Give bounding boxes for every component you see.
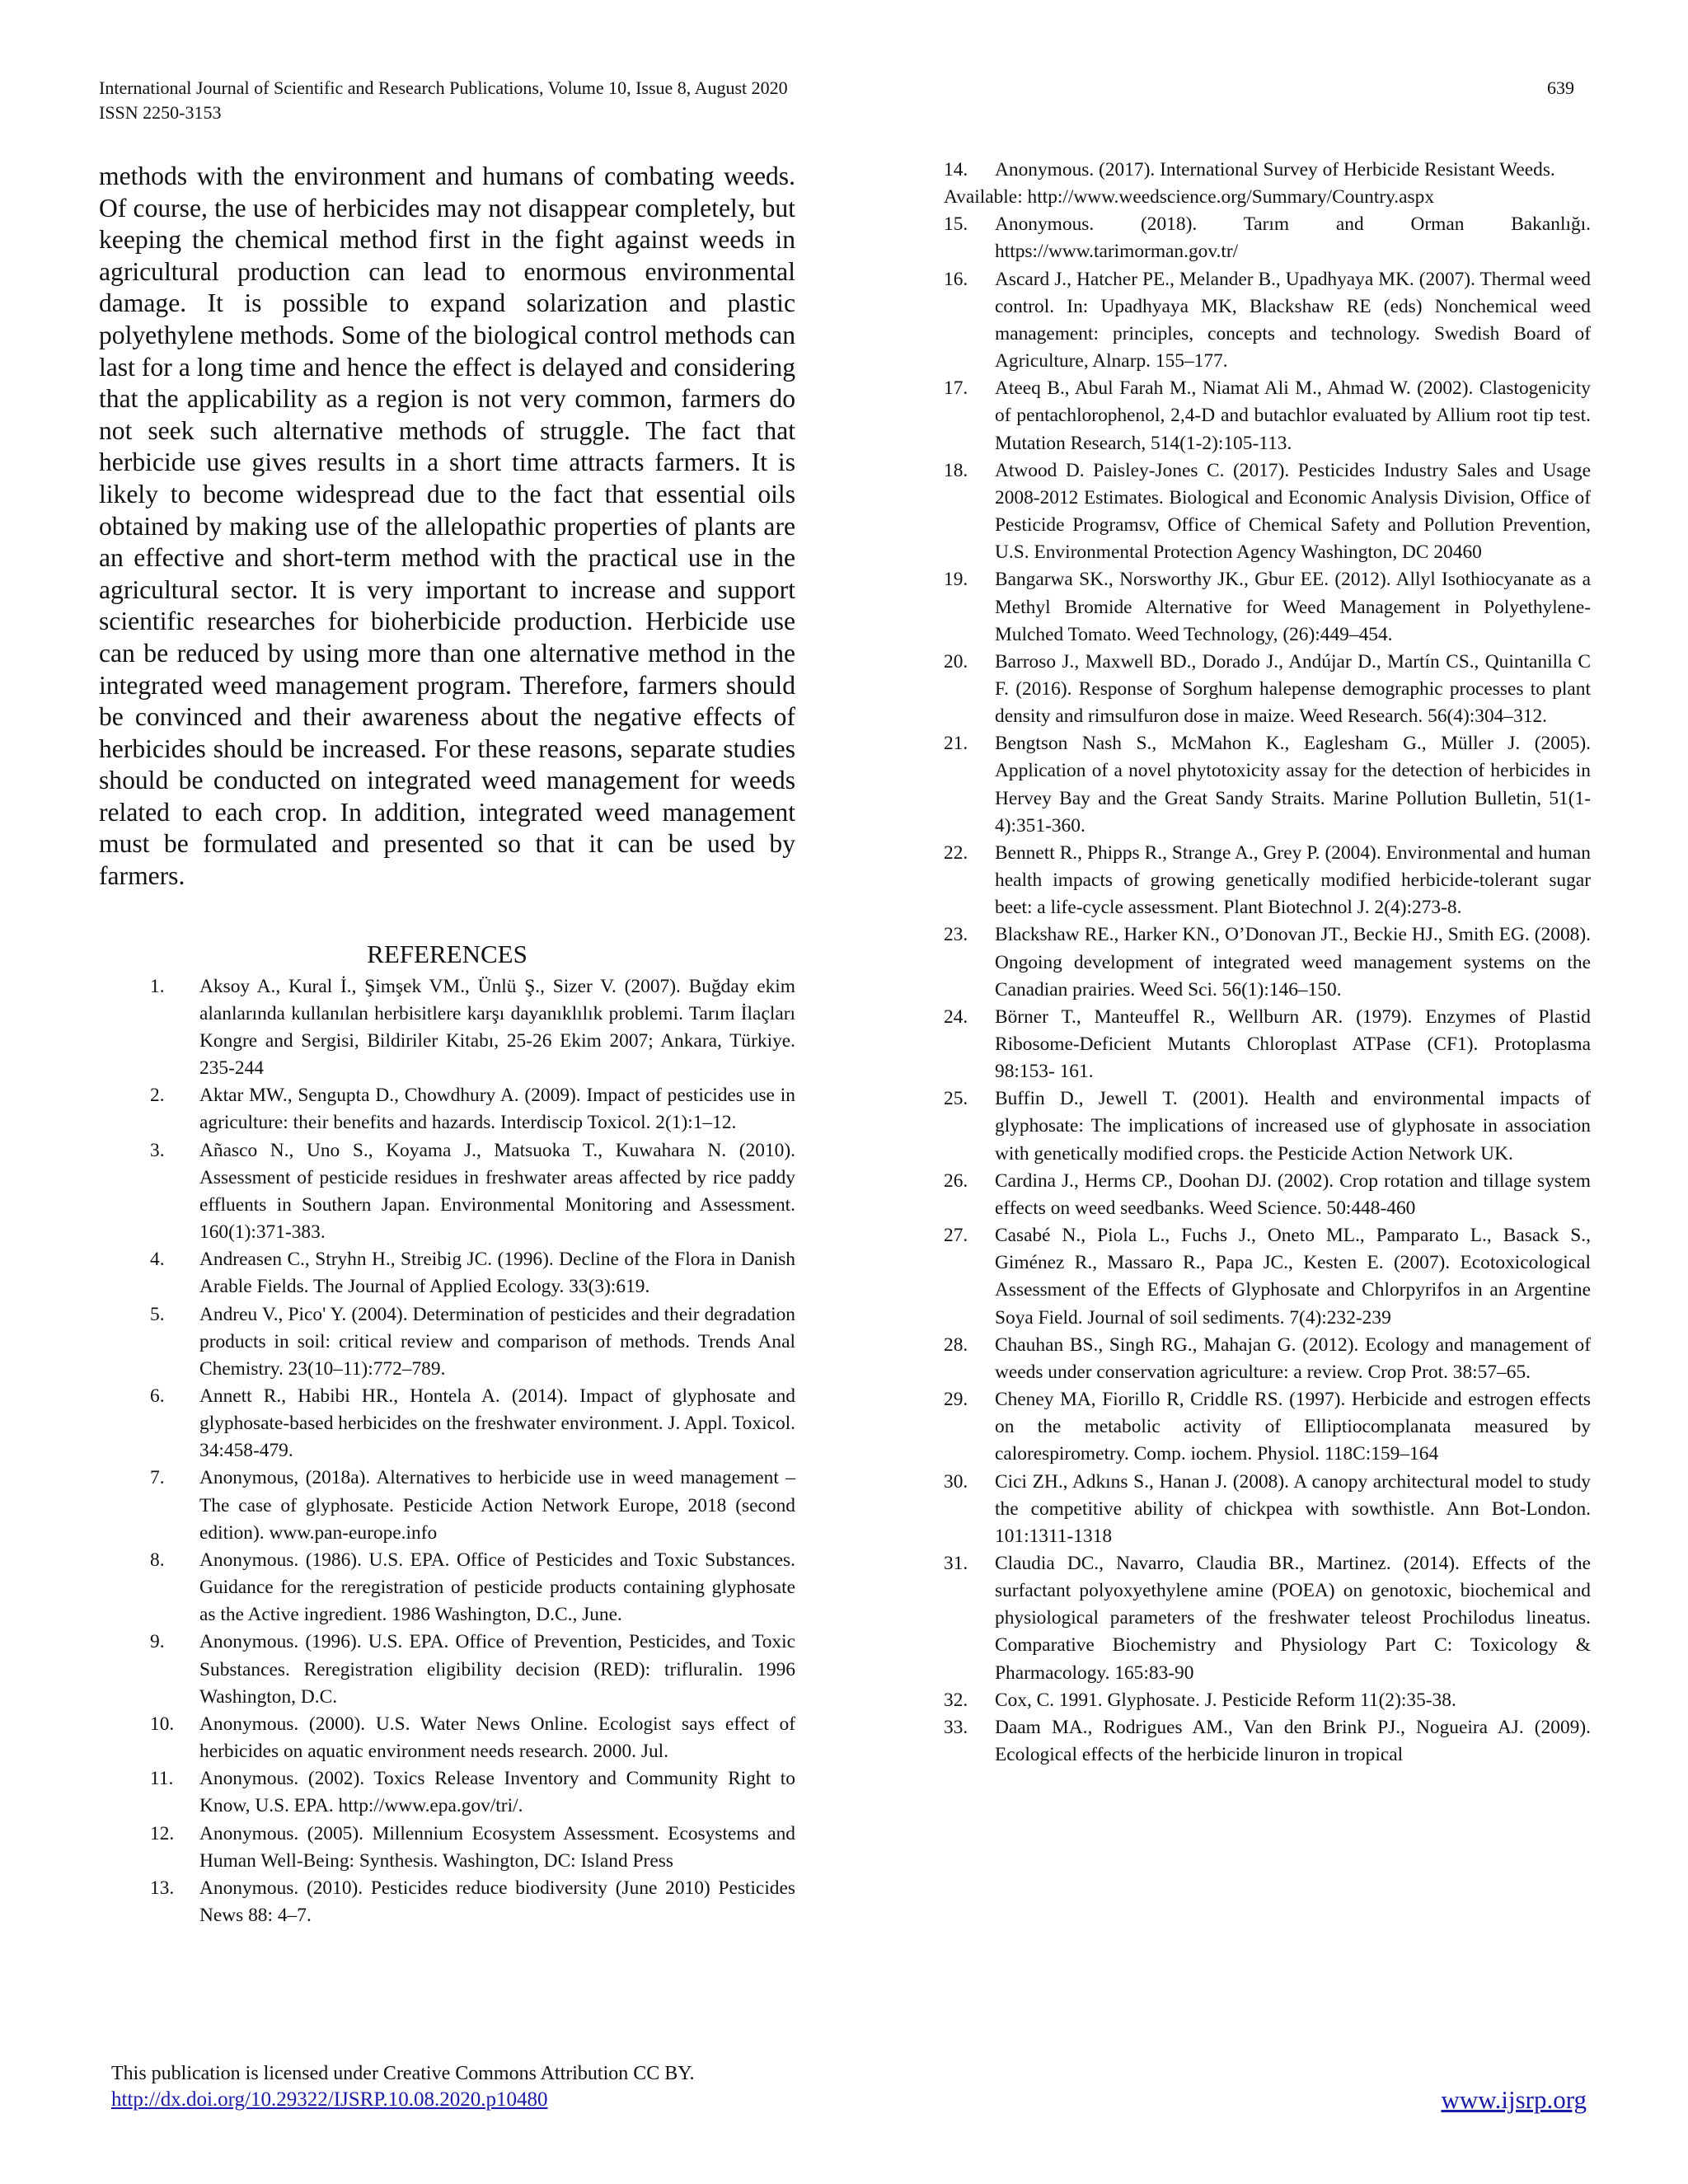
- reference-text: Barroso J., Maxwell BD., Dorado J., Andújar D., Martín CS., Quintanilla C F. (2016). Response of Sorghum halepense demographic processes to plant density and rimsulfuron dose in maize. Weed Research. 56(4):304–312.: [995, 650, 1591, 728]
- reference-text: Cheney MA, Fiorillo R, Criddle RS. (1997). Herbicide and estrogen effects on the metabolic activity of Elliptiocomplanata measured by calorespirometry. Comp. iochem. Physiol. 118C:159–164: [995, 1389, 1591, 1465]
- reference-item: [944, 211, 1591, 265]
- reference-number: 29.: [944, 1389, 968, 1411]
- reference-number: 12.: [150, 1822, 175, 1844]
- reference-item: [944, 1469, 1591, 1550]
- reference-item: [944, 1386, 1591, 1468]
- reference-number: 19.: [944, 569, 968, 591]
- reference-text: Blackshaw RE., Harker KN., O’Donovan JT., Beckie HJ., Smith EG. (2008). Ongoing development of integrated weed management systems on the Canadian prairies. Weed Sci. 56(1):146–150.: [995, 924, 1591, 1001]
- doi-link[interactable]: http://dx.doi.org/10.29322/IJSRP.10.08.2020.p10480: [111, 2088, 548, 2111]
- reference-item: [944, 566, 1591, 648]
- reference-number: 33.: [944, 1716, 968, 1738]
- reference-item: [944, 1332, 1591, 1386]
- reference-item: [944, 157, 1591, 184]
- reference-item: [944, 1687, 1591, 1714]
- reference-text: Añasco N., Uno S., Koyama J., Matsuoka T., Kuwahara N. (2010). Assessment of pesticide residues in freshwater areas affected by rice paddy effluents in Southern Japan. Environmental Monitoring and Assessment. 160(1):371-383.: [199, 1139, 795, 1244]
- license-text: This publication is licensed under Creative Commons Attribution CC BY.: [111, 2063, 695, 2084]
- reference-number: 15.: [944, 213, 968, 236]
- reference-text: Börner T., Manteuffel R., Wellburn AR. (1979). Enzymes of Plastid Ribosome-Deficient Mutants Chloroplast ATPase (CF1). Protoplasma 98:153- 161.: [995, 1005, 1591, 1083]
- reference-number: 21.: [944, 733, 968, 755]
- reference-item: [944, 840, 1591, 921]
- reference-number: 13.: [150, 1877, 175, 1899]
- reference-number: 27.: [944, 1225, 968, 1247]
- reference-item: [99, 1711, 795, 1765]
- reference-item: [944, 266, 1591, 376]
- reference-item: [944, 375, 1591, 457]
- reference-item: [99, 1821, 795, 1875]
- reference-number: 5.: [150, 1303, 165, 1325]
- reference-item: [99, 1082, 795, 1137]
- journal-title: International Journal of Scientific and Research Publications, Volume 10, Issue 8, August 2020: [99, 77, 788, 98]
- reference-item: [99, 973, 795, 1083]
- reference-item: [944, 921, 1591, 1003]
- reference-number: 24.: [944, 1005, 968, 1028]
- reference-item: [944, 1222, 1591, 1332]
- reference-number: 10.: [150, 1713, 175, 1735]
- reference-text: Daam MA., Rodrigues AM., Van den Brink PJ., Nogueira AJ. (2009). Ecological effects of the herbicide linuron in tropical: [995, 1716, 1591, 1766]
- reference-text: Anonymous. (2005). Millennium Ecosystem Assessment. Ecosystems and Human Well-Being: Synthesis. Washington, DC: Island Press: [199, 1822, 795, 1872]
- reference-number: 31.: [944, 1552, 968, 1574]
- reference-number: 8.: [150, 1549, 165, 1571]
- reference-text: Anonymous. (2017). International Survey of Herbicide Resistant Weeds.: [995, 159, 1555, 180]
- reference-text: Bengtson Nash S., McMahon K., Eaglesham G., Müller J. (2005). Application of a novel phytotoxicity assay for the detection of herbicides in Hervey Bay and the Great Sandy Straits. Marine Pollution Bulletin, 51(1-4):351-360.: [995, 733, 1591, 837]
- reference-item: [99, 1875, 795, 1929]
- site-link[interactable]: www.ijsrp.org: [1441, 2085, 1587, 2114]
- reference-item: [944, 457, 1591, 567]
- page-footer: [111, 2060, 1587, 2113]
- reference-item: [99, 1301, 795, 1383]
- reference-text: Anonymous. (2010). Pesticides reduce biodiversity (June 2010) Pesticides News 88: 4–7.: [199, 1877, 795, 1926]
- reference-text: Anonymous. (1996). U.S. EPA. Office of Prevention, Pesticides, and Toxic Substances. Reregistration eligibility decision (RED): trifluralin. 1996 Washington, D.C.: [199, 1631, 795, 1708]
- reference-number: 6.: [150, 1385, 165, 1407]
- reference-number: 3.: [150, 1139, 165, 1161]
- references-list-right: [944, 211, 1591, 1769]
- reference-item: [944, 1004, 1591, 1085]
- reference-item: [944, 1550, 1591, 1687]
- reference-item: [99, 1465, 795, 1546]
- reference-text: Casabé N., Piola L., Fuchs J., Oneto ML., Pamparato L., Basack S., Giménez R., Massaro R., Papa JC., Kesten E. (2007). Ecotoxicological Assessment of the Effects of Glyphosate and Chlorpyrifos in an Argentine Soya Field. Journal of soil sediments. 7(4):232-239: [995, 1225, 1591, 1329]
- reference-text: Anonymous. (2002). Toxics Release Inventory and Community Right to Know, U.S. EPA. http://www.epa.gov/tri/.: [199, 1768, 795, 1817]
- reference-item: [944, 649, 1591, 730]
- reference-text: Bennett R., Phipps R., Strange A., Grey P. (2004). Environmental and human health impacts of growing genetically modified herbicide-tolerant sugar beet: a life-cycle assessment. Plant Biotechnol J. 2(4):273-8.: [995, 841, 1591, 919]
- reference-number: 22.: [944, 841, 968, 864]
- reference-number: 32.: [944, 1689, 968, 1711]
- reference-number: 20.: [944, 650, 968, 673]
- reference-number: 7.: [150, 1467, 165, 1489]
- body-paragraph: methods with the environment and humans of combating weeds. Of course, the use of herbicides may not disappear completely, but keeping the chemical method first in the fight against weeds in agricultural production can lead to enormous environmental damage. It is possible to expand solarization and plastic polyethylene methods. Some of the biological control methods can last for a long time and hence the effect is delayed and considering that the applicability as a region is not very common, farmers do not seek such alternative methods of struggle. The fact that herbicide use gives results in a short time attracts farmers. It is likely to become widespread due to the fact that essential oils obtained by making use of the allelopathic properties of plants are an effective and short-term method with the practical use in the agricultural sector. It is very important to increase and support scientific researches for bioherbicide production. Herbicide use can be reduced by using more than one alternative method in the integrated weed management program. Therefore, farmers should be convinced and their awareness about the negative effects of herbicides should be increased. For these reasons, separate studies should be conducted on integrated weed management for weeds related to each crop. In addition, integrated weed management must be formulated and presented so that it can be used by farmers.: [99, 162, 795, 891]
- reference-text: Anonymous, (2018a). Alternatives to herbicide use in weed management – The case of glyphosate. Pesticide Action Network Europe, 2018 (second edition). www.pan-europe.info: [199, 1467, 795, 1544]
- reference-text: Cici ZH., Adkıns S., Hanan J. (2008). A canopy architectural model to study the competitive ability of chickpea with sowthistle. Ann Bot-London. 101:1311-1318: [995, 1470, 1591, 1547]
- reference-text: Ateeq B., Abul Farah M., Niamat Ali M., Ahmad W. (2002). Clastogenicity of pentachlorophenol, 2,4-D and butachlor evaluated by Allium root tip test. Mutation Research, 514(1-2):105-113.: [995, 377, 1591, 454]
- reference-number: 9.: [150, 1631, 165, 1653]
- reference-item: [99, 1137, 795, 1247]
- reference-number: 2.: [150, 1085, 165, 1107]
- reference-item: [99, 1629, 795, 1710]
- reference-number: 17.: [944, 377, 968, 400]
- reference-item: [944, 1168, 1591, 1222]
- reference-text: Anonymous. (2018). Tarım and Orman Bakanlığı. https://www.tarimorman.gov.tr/: [995, 213, 1591, 263]
- reference-number: 23.: [944, 924, 968, 946]
- reference-text: Andreu V., Pico' Y. (2004). Determination of pesticides and their degradation products in soil: critical review and comparison of methods. Trends Anal Chemistry. 23(10–11):772–789.: [199, 1303, 795, 1380]
- reference-number: 25.: [944, 1088, 968, 1110]
- reference-item: [99, 1765, 795, 1820]
- references-list-left: [99, 973, 795, 1929]
- right-column: [944, 157, 1591, 1769]
- reference-number: 11.: [150, 1768, 174, 1790]
- reference-item: [99, 1383, 795, 1465]
- reference-item: [944, 1085, 1591, 1167]
- reference-text: Buffin D., Jewell T. (2001). Health and environmental impacts of glyphosate: The implications of increased use of glyphosate in association with genetically modified crops. the Pesticide Action Network UK.: [995, 1088, 1591, 1165]
- issn: ISSN 2250-3153: [99, 102, 222, 123]
- reference-number: 26.: [944, 1169, 968, 1192]
- page-number: 639: [1547, 77, 1574, 98]
- reference-text: Chauhan BS., Singh RG., Mahajan G. (2012). Ecology and management of weeds under conservation agriculture: a review. Crop Prot. 38:57–65.: [995, 1333, 1591, 1383]
- reference-number: 1.: [150, 975, 165, 997]
- reference-item: [944, 730, 1591, 840]
- reference-item: [99, 1246, 795, 1301]
- reference-text: Aktar MW., Sengupta D., Chowdhury A. (2009). Impact of pesticides use in agriculture: their benefits and hazards. Interdiscip Toxicol. 2(1):1–12.: [199, 1085, 795, 1134]
- reference-text: Annett R., Habibi HR., Hontela A. (2014). Impact of glyphosate and glyphosate-based herbicides on the freshwater environment. J. Appl. Toxicol. 34:458-479.: [199, 1385, 795, 1462]
- reference-text: Cardina J., Herms CP., Doohan DJ. (2002). Crop rotation and tillage system effects on weed seedbanks. Weed Science. 50:448-460: [995, 1169, 1591, 1219]
- reference-number: 14.: [944, 159, 968, 180]
- reference-text: Bangarwa SK., Norsworthy JK., Gbur EE. (2012). Allyl Isothiocyanate as a Methyl Bromide Alternative for Weed Management in Polyethylene-Mulched Tomato. Weed Technology, (26):449–454.: [995, 569, 1591, 645]
- reference-number: 16.: [944, 268, 968, 290]
- reference-number: 18.: [944, 459, 968, 481]
- reference-text: Cox, C. 1991. Glyphosate. J. Pesticide Reform 11(2):35-38.: [995, 1689, 1456, 1711]
- reference-text: Aksoy A., Kural İ., Şimşek VM., Ünlü Ş., Sizer V. (2007). Buğday ekim alanlarında kullanılan herbisitlere karşı dayanıklılık problemi. Tarım İlaçları Kongre and Sergisi, Bildiriler Kitabı, 25-26 Ekim 2007; Ankara, Türkiye. 235-244: [199, 975, 795, 1080]
- reference-text: Atwood D. Paisley-Jones C. (2017). Pesticides Industry Sales and Usage 2008-2012 Estimates. Biological and Economic Analysis Division, Office of Pesticide Programsv, Office of Chemical Safety and Pollution Prevention, U.S. Environmental Protection Agency Washington, DC 20460: [995, 459, 1591, 564]
- reference-item: [99, 1547, 795, 1629]
- reference-item: [944, 1714, 1591, 1769]
- references-heading: REFERENCES: [367, 939, 528, 968]
- reference-number: 28.: [944, 1333, 968, 1356]
- reference-text: Anonymous. (1986). U.S. EPA. Office of Pesticides and Toxic Substances. Guidance for the reregistration of pesticide products containing glyphosate as the Active ingredient. 1986 Washington, D.C., June.: [199, 1549, 795, 1626]
- reference-text: Ascard J., Hatcher PE., Melander B., Upadhyaya MK. (2007). Thermal weed control. In: Upadhyaya MK, Blackshaw RE (eds) Nonchemical weed management: principles, concepts and technology. Swedish Board of Agriculture, Alnarp. 155–177.: [995, 268, 1591, 373]
- reference-number: 30.: [944, 1470, 968, 1493]
- reference-text: Claudia DC., Navarro, Claudia BR., Martinez. (2014). Effects of the surfactant polyoxyethylene amine (POEA) on genotoxic, biochemical and physiological parameters of the freshwater teleost Prochilodus lineatus. Comparative Biochemistry and Physiology Part C: Toxicology & Pharmacology. 165:83-90: [995, 1552, 1591, 1684]
- left-column: [99, 161, 795, 1929]
- reference-text: Andreasen C., Stryhn H., Streibig JC. (1996). Decline of the Flora in Danish Arable Fields. The Journal of Applied Ecology. 33(3):619.: [199, 1249, 795, 1298]
- page-header: [99, 76, 1574, 125]
- reference-text: Anonymous. (2000). U.S. Water News Online. Ecologist says effect of herbicides on aquatic environment needs research. 2000. Jul.: [199, 1713, 795, 1763]
- reference-number: 4.: [150, 1249, 165, 1271]
- available-line: Available: http://www.weedscience.org/Summary/Country.aspx: [944, 186, 1435, 209]
